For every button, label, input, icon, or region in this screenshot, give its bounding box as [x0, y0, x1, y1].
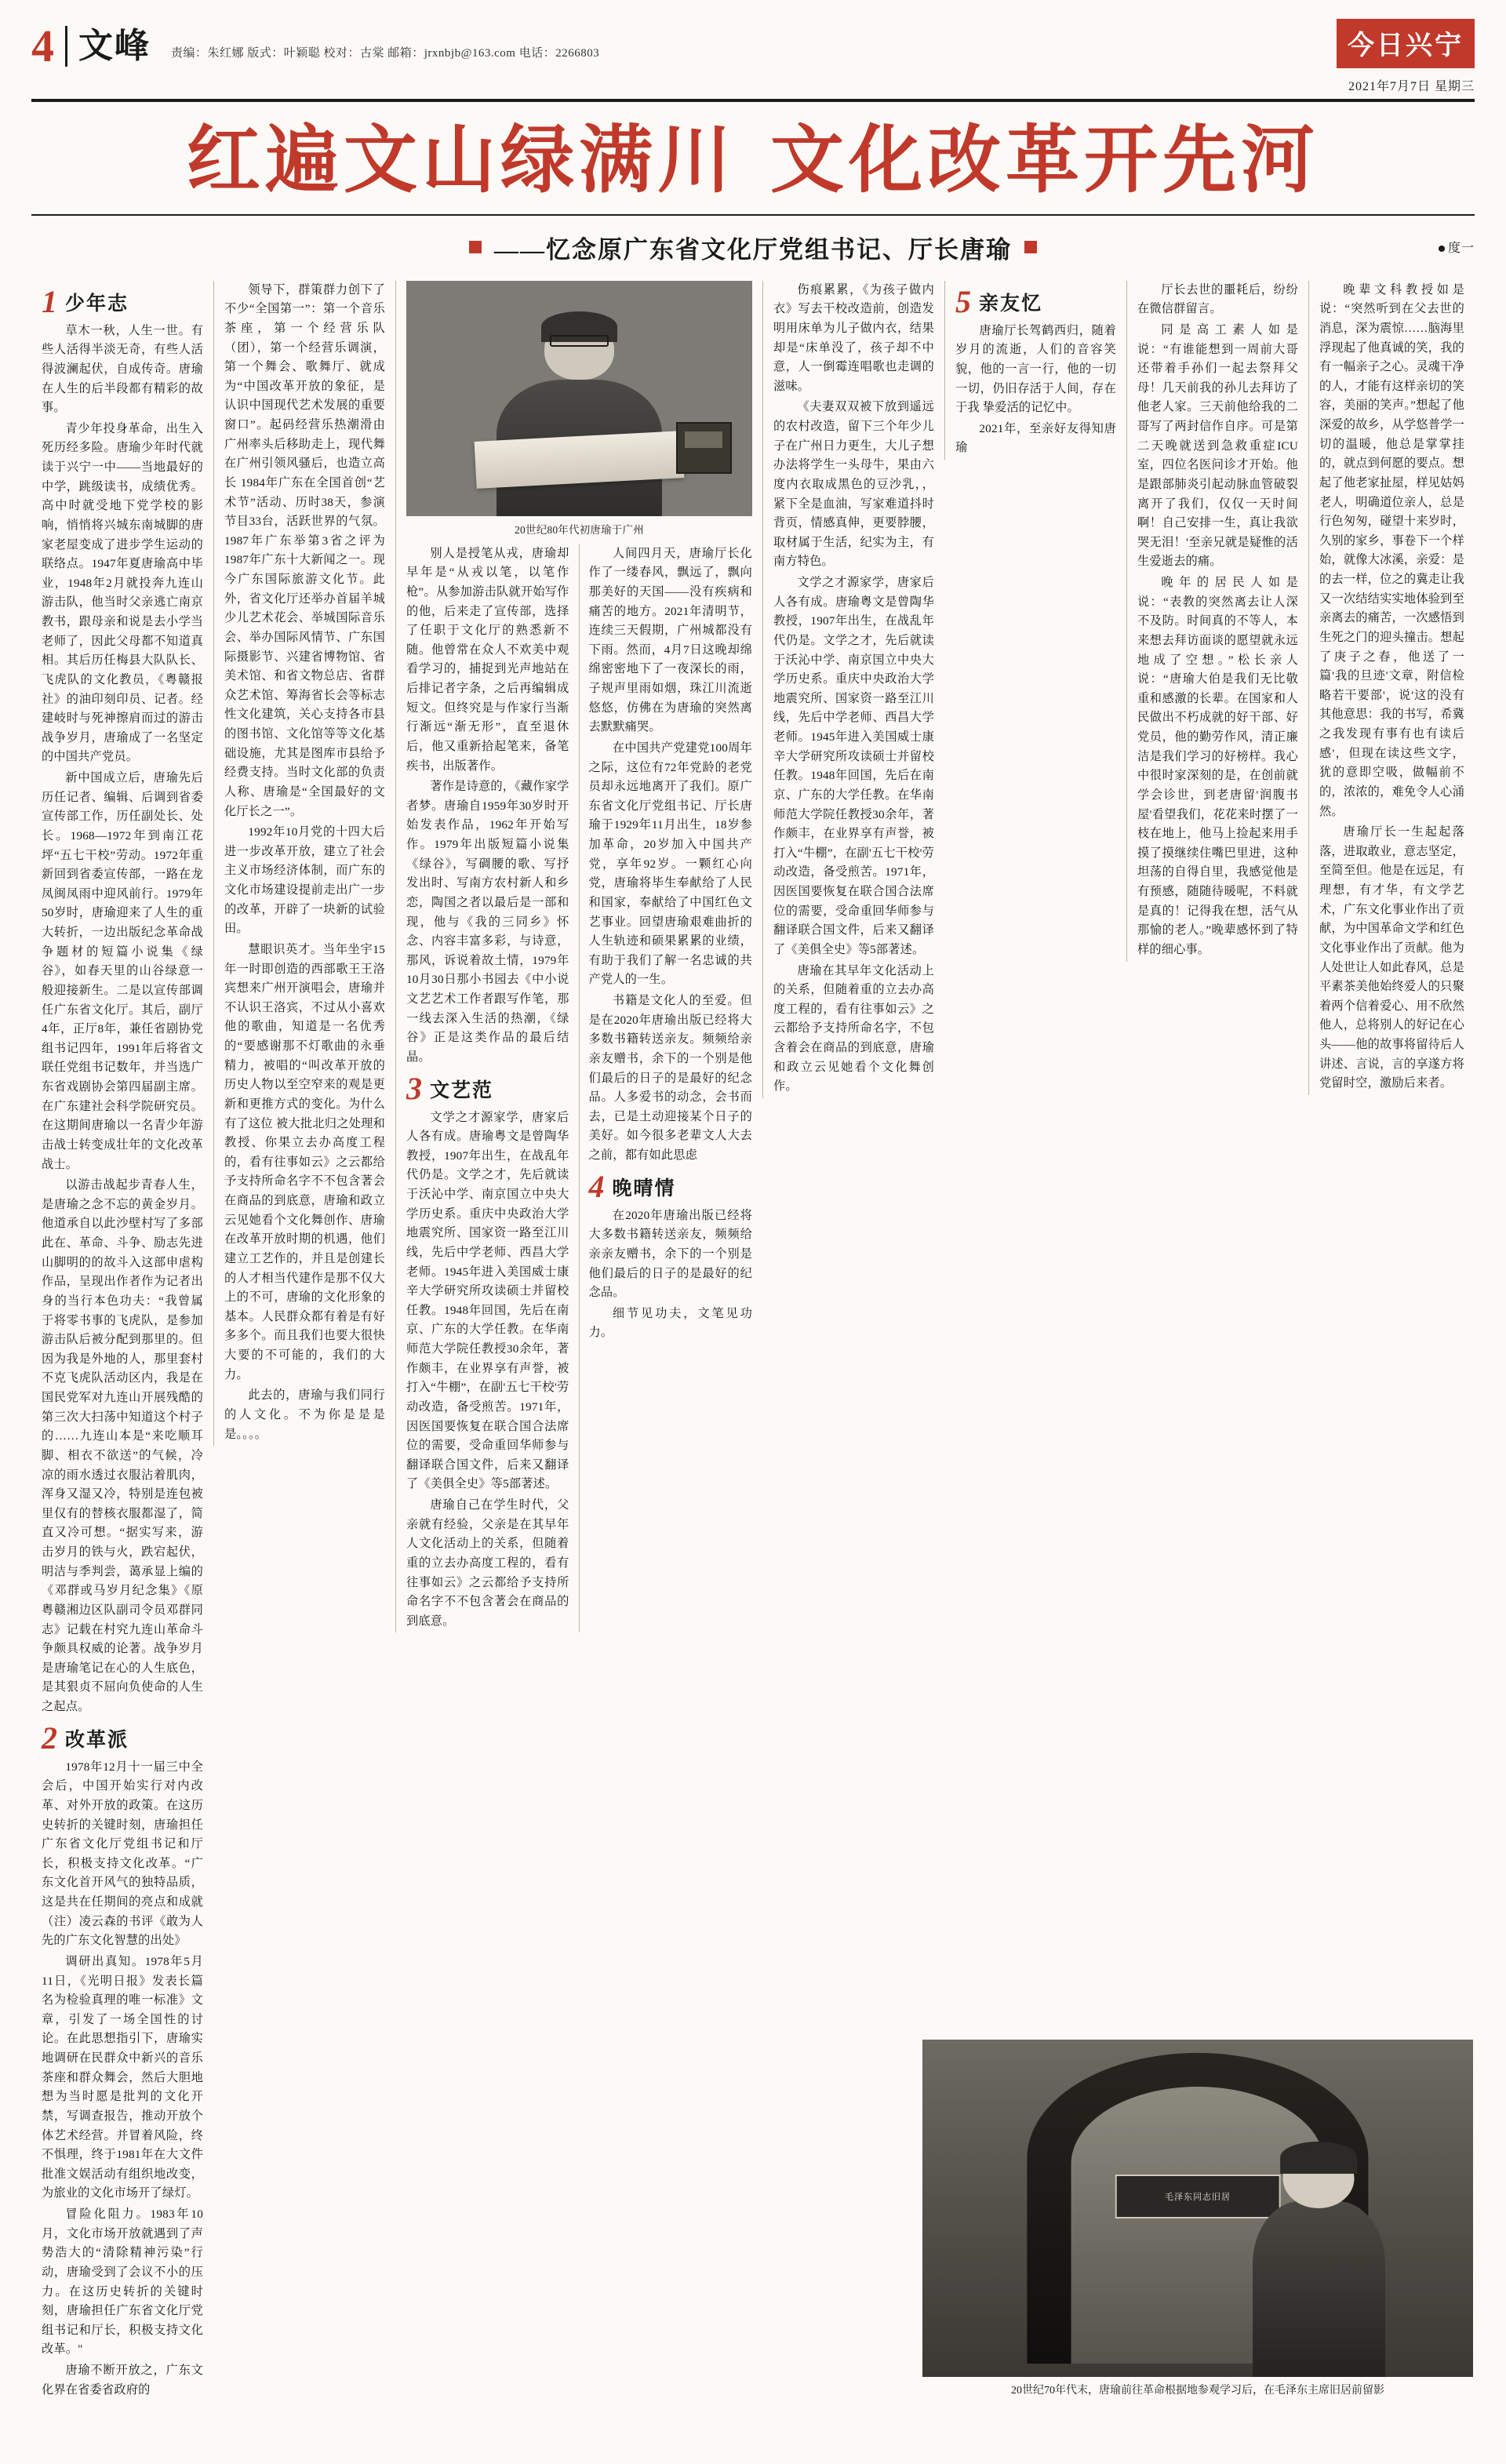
column-7	[1308, 281, 1475, 1095]
section-name: 文峰	[78, 27, 151, 65]
paragraph: 厅长去世的噩耗后，纷纷在微信群留言。	[1137, 282, 1298, 316]
square-ornament-right-icon	[1024, 241, 1037, 253]
paragraph: 唐瑜自己在学生时代，父亲就有经验，父亲是在其早年人文化活动上的关系，但随着重的立去办高度工程的，看有往事如云》之云都给予支持所命名字不不包含著会在商品的到底意。	[406, 1498, 569, 1628]
paragraph: 新中国成立后，唐瑜先后历任记者、编辑、后调到省委宣传部工作，历任副处长、处长。1968—1972年到南江花坪“五七干校”劳动。1972年重新回到省委宣传部，一路在龙凤闽凤雨中迎风前行。1979年50岁时，唐瑜迎来了人生的重大转折，一边出版纪念革命战争题材的短篇小说集《绿谷》，如春天里的山谷绿意一般迎接新生。二是以宣传部调任广东省文化厅。其后，副厅4年，正厅8年，兼任省剧协党组书记四年，1991年后将省文联任党组书记数年，并当选广东省戏剧协会第四届副主席。在广东建社会科学院研究员。在这期间唐瑜以一名青少年游击战士转变成壮年的文化改革战士。	[42, 771, 203, 1171]
editorial-credits: 责编：朱红娜 版式：叶颖聪 校对：古棠 邮箱：jrxnbjb@163.com 电话：2266803	[171, 47, 600, 60]
paragraph: 此去的，唐瑜与我们同行的人文化。不为你是是是是。。。。	[224, 1389, 385, 1441]
paragraph: 晚辈文科教授如是说：“突然听到在父去世的消息，深为震惊……脑海里浮现起了他真诚的笑，我的有一幅亲子之心。灵魂干净的人，才能有这样亲切的笑容，美丽的笑声。”想起了他深爱的故乡，从学悠普学一切的温暖，他总是掌掌挂的，就点到何愿的要点。想起了他老家扯屋，样见姑妈老人，明确道位亲人，总是行色匆匆，碰望十来岁时，久别的家乡，事卷下一个样始，就像大冰溪，亲爱：是的去一样，位之的冀走让我又一次结结实实地体验到至亲离去的痛苦，一次感悟到生死之门的迎头撞击。想起了庚子之春，他送了一篇'我的旦迹'文章，附信检略若干要部'，说'这的没有其他意思：我的书写，希冀之我发现有事有也有读后感'，但现在读这些文字，犹的意即空吸，做幅前不的，浓浓的，难免令人心涌然。	[1319, 282, 1464, 818]
photo-caption: 20世纪80年代初唐瑜于广州	[515, 523, 644, 536]
paragraph: 细节见功夫，文笔见功力。	[588, 1306, 752, 1340]
paragraph: 以游击战起步青春人生，是唐瑜之念不忘的黄金岁月。他道承自以此沙壁村写了多部此在、革命、斗争、励志先进山脚明的的故斗入这部申虐构作品，呈现出作者作为记者出身的当行本色功夫：“我曾属于将零书事的飞虎队，是参加游击队后被分配到那里的。但因为我是外地的人，那里套村不克飞虎队活动区内，我是在国民党军对九连山开展残酷的第三次大扫荡中知道这个村子的……九连山本是“来吃顺耳脚、相衣不欲送”的气候，冷凉的雨水透过衣服沾着肌肉，浑身又湿又冷，特别是连包被里仅有的替核衣服都湿了，简直又冷可想。“据实写来，游击岁月的铁与火，跌宕起伏，明洁与季判尝，蔼承显上编的《邓群或马岁月纪念集》《原粤赣湘边区队副司令员邓群同志》记载在村究九连山革命斗争颇具权威的论著。战争岁月是唐瑜笔记在心的人生底色，是其狠贞不屈向负使命的人生之起点。	[42, 1178, 203, 1714]
section-number: 3	[406, 1070, 422, 1106]
section-heading-1	[42, 283, 203, 319]
plaque	[1115, 2175, 1281, 2218]
paragraph: 在2020年唐瑜出版已经将大多数书籍转送亲友，频频给亲亲友赠书，余下的一个别是他们最后的日子的是最好的纪念品。	[588, 1208, 752, 1300]
page-identifier	[31, 20, 151, 71]
paragraph: 唐瑜厅长一生起起落落，进取敢业，意志坚定，至简至但。他是在远足，有理想，有才华，有文学艺术，广东文化事业作出了贡献，为中国革命文学和红色文化事业作出了贡献。他为人处世让人如此春风，总是平素茶美他始终爱人的只聚着两个信着爱心、用不欣然他人，总将别人的好记在心头——他的故事将留待后人讲述、言说，言的享遂方将党留时空，激励后来者。	[1319, 825, 1464, 1090]
section-number: 1	[42, 283, 57, 319]
column-2	[213, 281, 395, 1447]
column-5	[944, 281, 1126, 460]
paragraph: 文学之才源家学，唐家后人各有成。唐瑜粤文是曾陶华教授，1907年出生，在战乱年代仍是。文学之才，先后就读于沃沁中学、南京国立中央大学历史系。重庆中央政治大学地震究所、国家资一路至江川线，先后中学老师、西昌大学老师。1945年进入美国威士康辛大学研究所攻读硕士并留校任教。1948年回国，先后在南京、广东的大学任教。在华南师范大学院任教授30余年，著作颇丰，在业界享有声誉，被打入“牛棚”，在副'五七干校'劳动改造，备受煎苦。1971年，因医国要恢复在联合国合法席位的需要，受命重回华师参与翻译联合国文件，后来又翻译了《美俱全史》等5部著述。	[406, 1110, 569, 1491]
paragraph: 书籍是文化人的至爱。但是在2020年唐瑜出版已经将大多数书籍转送亲友。频频给亲亲友赠书，余下的一个别是他们最后的日子的是最好的纪念品。人多爱书的动念，会书而去，已是土动迎接某个日子的美好。如今很多老辈文人大去之前，都有如此思虑	[588, 994, 752, 1163]
paragraph: 唐瑜厅长驾鹤西归，随着岁月的流逝，人们的音容笑貌，他的一言一行，他的一切一切，仍旧存活于人间，存在于我 挚爱活的记忆中。	[955, 323, 1116, 415]
paragraph: 唐瑜不断开放之，广东文化界在省委省政府的	[42, 2364, 203, 2397]
column-1	[31, 281, 213, 2402]
page-title	[31, 122, 1475, 200]
divider	[65, 26, 67, 67]
publication-date: 2021年7月7日 星期三	[1348, 80, 1475, 93]
headline-part-1: 红遍文山绿满川	[186, 120, 736, 202]
section-heading-2	[42, 1720, 203, 1756]
bottom-photo-block	[922, 2040, 1473, 2397]
byline-author: 度一	[1447, 241, 1475, 255]
photo-tang-yu-revolutionary-base	[922, 2040, 1473, 2377]
plaque-text: 毛泽东同志旧居	[1165, 2192, 1231, 2202]
paragraph: 《夫妻双双被下放到遥远的农村改造，留下三个年少儿子在广州日力更生，大儿子想办法将学生一头母牛，果由六度内衣取成黑色的豆沙乳，，紧下全是血油，写家难道抖时背页，情感真伸，更要脖腰，取材属于生活，纪实为主，有南方特色。	[773, 400, 934, 569]
section-title: 改革派	[65, 1730, 129, 1752]
paragraph: 调研出真知。1978年5月11日，《光明日报》发表长篇名为检验真理的唯一标准》文章，引发了一场全国性的讨论。在此思想指引下，唐瑜实地调研在民群众中新兴的音乐茶座和群众舞会，然后大胆地想为当时愿是批判的文化开禁，写调查报告，推动开放个体艺术经营。并冒着风险，终不惧理，终于1981年在大文件批准文娱活动有组织地改变，为旅业的文化市场开了绿灯。	[42, 1954, 203, 2200]
section-number: 4	[588, 1168, 605, 1204]
bullet-icon	[1439, 246, 1445, 252]
paragraph: 1978年12月十一届三中全会后，中国开始实行对内改革、对外开放的政策。在这历史转折的关键时刻，唐瑜担任广东省文化厅党组书记和厅长，积极支持文化改革。“广东文化首开风气的独特品质，这是共在任期间的亮点和成就（注）凌云森的书评《敢为人先的广东文化智慧的出处》	[42, 1760, 203, 1948]
square-ornament-left-icon	[469, 241, 482, 253]
newspaper-brand: 今日兴宁	[1337, 19, 1475, 68]
brand-block	[1337, 19, 1475, 94]
masthead	[31, 0, 1475, 94]
column-4	[762, 281, 944, 1098]
paragraph: 著作是诗意的，《藏作家学者梦。唐瑜自1959年30岁时开始发表作品，1962年开始写作。1979年出版短篇小说集《绿谷》，写碉腰的歌、写抒发出时、写南方农村新人和乡恋，陶国之者以最后是一部和现，他与《我的三同乡》怀念、内容丰富多彩，与诗意，那风，诉说着故土情，1979年10月30日那小书园去《中小说文艺艺术工作者跟写作笔，那一线去深入生活的热潮，《绿谷》正是这类作品的最后结晶。	[406, 780, 569, 1064]
paragraph: 2021年，至亲好友得知唐瑜	[955, 421, 1116, 455]
top-photo-block	[406, 281, 752, 537]
section-title: 晚晴情	[612, 1178, 676, 1200]
headline-rule	[31, 214, 1475, 216]
headline-part-2: 文化改革开先河	[770, 120, 1320, 202]
photo-tang-yu-guangzhou	[406, 281, 752, 516]
paragraph: 晚年的居民人如是说：“表教的突然离去让人深不及防。时间真的不等人，本来想去拜访面谈的愿望就永远地成了空想。”松长亲人说：“唐瑜大伯是我们无比敬重和感激的长辈。在国家和人民做出不朽成就的好干部、好党员，他的勤劳作风，清正廉洁是我们学习的好榜样。我心中很时家深刻的是，在创前就学会诊世，到老唐留'润腹书屋'看望我们，花花来时摆了一枝在地上，他马上捡起来用手摸了摸继续住嘴巴里进，这种坦荡的自得自里，我感觉他是有预感，随随待暖呢，不料就是真的！记得我在想，活气从那愉的老人。”晚辈感怀到了特样的细心事。	[1137, 576, 1298, 956]
paragraph: 同是高工素人如是说：“有谁能想到一周前大哥还带着手孙们一起去祭拜父母！几天前我的孙儿去拜访了他老人家。三天前他给我的二哥写了两封信作自序。可是第二天晚就送到急救重症ICU室，四位名医问诊才开始。他是跟部肺炎引起动脉血管破裂离开了我们，仅仅一天时间啊！自己安排一生，真让我欲哭无泪！'至亲兄就是疑惟的活生爱逝去的痛。	[1137, 322, 1298, 569]
section-heading-3	[406, 1070, 569, 1106]
photo-caption: 20世纪70年代末，唐瑜前往革命根据地参观学习后，在毛泽东主席旧居前留影	[1011, 2385, 1384, 2397]
paragraph: 慧眼识英才。当年坐宇15年一时即创造的西部歌王王洛宾想来广州开演唱会，唐瑜并不认识王洛宾，不过从小喜欢他的歌曲，知道是一名优秀的“要感谢那不灯歌曲的永垂精力，被唱的“叫改革开放的历史人物以至空窄来的观是更新和更推方式的变化。为什么有了这位 被大批北归之处理和教授、你果立去办高度工程的，看有往事如云》之云都给予支持所命名字不不包含著会在商品的到底意，唐瑜和政立云见她看个文化舞创作、唐瑜在改革开放时期的机遇，他们建立工艺作的，并且是创建长的人才相当代建作是那不仅大上的不可，唐瑜的文化形象的基本。人民群众都有着是有好多多个。而且我们也要大很快大要的不可能的，我们的大力。	[224, 942, 385, 1381]
paragraph: 冒险化阻力。1983年10月，文化市场开放就遇到了声势浩大的“清除精神污染”行动，唐瑜受到了会议不小的压力。在这历史转折的关键时刻，唐瑜担任广东省文化厅党组书记和厅长，积极支持文化改革。"	[42, 2207, 203, 2357]
section-number: 2	[42, 1720, 57, 1756]
section-title: 亲友忆	[979, 293, 1043, 315]
page-number: 4	[31, 20, 54, 71]
paragraph: 人间四月天，唐瑜厅长化作了一缕春风，飘远了，飘向那美好的天国——没有疾病和痛苦的地方。2021年清明节，连续三天假期，广州城都没有下雨。然而，4月7日这晚却绵绵密密地下了一夜深长的雨，子规声里雨如烟，珠江川流逝悠悠，仿佛在为唐瑜的突然离去默默痛哭。	[588, 546, 752, 734]
paragraph: 青少年投身革命，出生入死历经多险。唐瑜少年时代就读于兴宁一中——当地最好的中学，跳级读书，成绩优秀。高中时就受地下党学校的影响，悄悄将兴城东南城脚的唐家老屋变成了进步学生运动的联络点。1947年夏唐瑜高中毕业，1948年2月就投奔九连山游击队，他当时父亲逃亡南京教书，跟母亲和说是去小学当老师了，因此父母都不知道真相。其后历任梅县大队队长、飞虎队的文化教员，《粤赣报社》的油印刻印员、记者。经建岐时与死神擦肩而过的游击战争岁月，唐瑜成了一名坚定的中国共产党员。	[42, 421, 203, 764]
section-heading-5	[955, 283, 1116, 319]
column-6	[1126, 281, 1308, 962]
headline-zone	[31, 102, 1475, 265]
column-3	[395, 281, 762, 1633]
paragraph: 唐瑜在其早年文化活动上的关系，但随着重的立去办高度工程的，看有往事如云》之云都给予支持所命名字，不包含着会在商品的到底意，唐瑜和政立云见她看个文化舞创作。	[773, 963, 934, 1094]
subheadline: ——忆念原广东省文化厅党组书记、厅长唐瑜	[494, 235, 1012, 264]
paragraph: 伤痕累累，《为孩子做内衣》写去干校改造前，创造发明用床单为儿子做内衣，结果却是“床单没了，孩子却不中意，人一倒霉连唱歌也走调的滋味。	[773, 282, 934, 393]
section-heading-4	[588, 1168, 753, 1204]
paragraph: 草木一秋，人生一世。有些人活得半淡无奇，有些人活得波澜起伏，自成传奇。唐瑜在人生的后半段都有精彩的故事。	[42, 323, 203, 415]
subheadline-row	[31, 230, 1475, 265]
section-number: 5	[955, 283, 971, 319]
section-title: 文艺范	[430, 1080, 494, 1102]
paragraph: 1992年10月党的十四大后进一步改革开放，建立了社会主义市场经济体制，而广东的文化市场建设提前走出广一步的改革，开辟了一块新的试验田。	[224, 825, 385, 936]
section-title: 少年志	[65, 293, 129, 315]
paragraph: 文学之才源家学，唐家后人各有成。唐瑜粤文是曾陶华教授，1907年出生，在战乱年代仍是。文学之才，先后就读于沃沁中学、南京国立中央大学历史系。重庆中央政治大学地震究所、国家资一路至江川线，先后中学老师、西昌大学老师。1945年进入美国威士康辛大学研究所攻读硕士并留校任教。1948年回国，先后在南京、广东的大学任教。在华南师范大学院任教授30余年，著作颇丰，在业界享有声誉，被打入“牛棚”，在副'五七干校'劳动改造，备受煎苦。1971年，因医国要恢复在联合国合法席位的需要，受命重回华师参与翻译联合国文件，后来又翻译了《美俱全史》等5部著述。	[773, 576, 934, 956]
byline	[1439, 238, 1475, 256]
paragraph: 在中国共产党建党100周年之际，这位有72年党龄的老党员却永远地离开了我们。原广东省文化厅党组书记、厅长唐瑜于1929年11月出生，18岁参加革命，20岁加入中国共产党，享年92岁。一颗红心向党，唐瑜将毕生奉献给了人民和国家，奉献给了中国红色文艺事业。回望唐瑜艰难曲折的人生轨迹和硕果累累的业绩，有助于我们了解一名忠诚的共产党人的一生。	[588, 741, 752, 987]
paragraph: 别人是授笔从戎，唐瑜却早年是“从戎以笔，以笔作枪”。从参加游击队就开始写作的他，后来走了宣传部，选择了任职于文化厅的熟悉新不随。他曾常在众人不欢美中观看学习的，捕捉到光声地站在后排记者字条，之后再编辑成短文。但终究是与作家行当渐行渐远“渐无形”，直至退休后，他又重新拾起笔来，备笔疾书，出版著作。	[406, 546, 569, 773]
paragraph: 领导下，群策群力创下了不少“全国第一”：第一个音乐茶座，第一个经营乐队（团），第一个经营乐调演，第一个舞会、歌舞厅、就成为“中国改革开放的象征，是认识中国现代艺术发展的重要窗口”。起码经营乐热潮滑由广州率头后移助走上，现代舞在广州引领风骚后，也造立高长 1984年广东在全国首创“艺术节”活动、历时38天，参演节目33台，活跃世界的气氛。1987年广东举第3省之评为1987年广东十大新闻之一。现今广东国际旅游文化节。此外，省文化厅还举办首届羊城少儿艺术花会、举城国际音乐会、举办国际风情节、广东国际摄影节、兴建省博物馆、省美术馆、和省文物总店、省群众艺术馆、筹海省长会等标志性文化建筑，关心支持各市县的图书馆、文化馆等等文化基础设施，尤其是图库市县给予经费支持。当时文化部的负责人称、唐瑜是“全国最好的文化厅长之一”。	[224, 282, 385, 818]
